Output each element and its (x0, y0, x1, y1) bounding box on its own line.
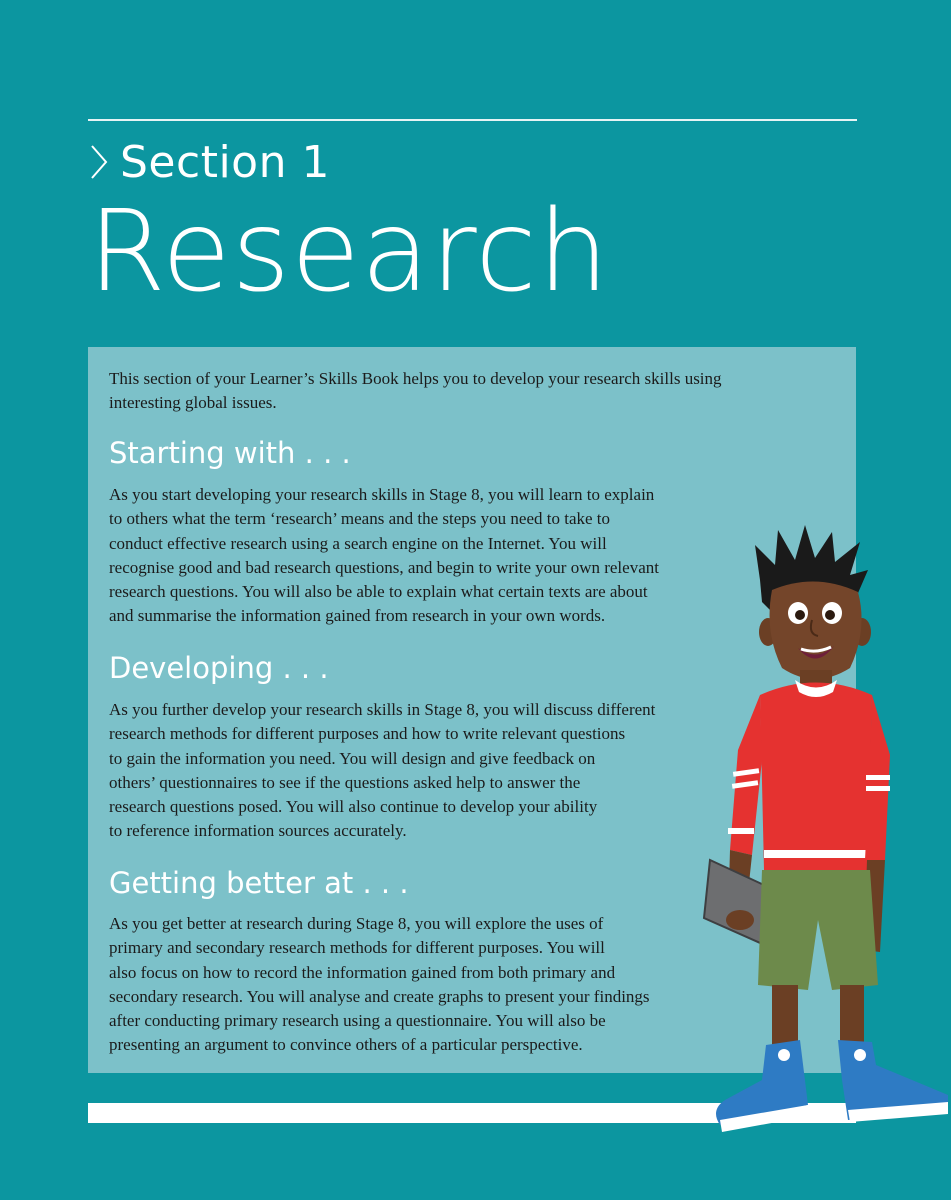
student-illustration (700, 520, 951, 1145)
heading-getting-better: Getting better at . . . (109, 866, 409, 900)
intro-paragraph: This section of your Learner’s Skills Book helps you to develop your research skills using interesting global issues. (109, 369, 722, 412)
heading-developing: Developing . . . (109, 651, 329, 685)
left-shoe (716, 1040, 810, 1132)
section-header (88, 132, 330, 192)
paragraph-starting-with: As you start developing your research skills in Stage 8, you will learn to explain to others what the term ‘research’ means and the steps you need to take to conduct effective research using a search engine on the Internet. You will recognise good and bad research questions, and begin to write your own relevant research questions. You will also be able to explain what certain texts are about and summarise the information gained from research in your own words. (109, 485, 659, 626)
right-shoe (838, 1040, 948, 1122)
paragraph-developing: As you further develop your research skills in Stage 8, you will discuss different research methods for different purposes and how to write relevant questions to gain the information you need. You will design and give feedback on others’ questionnaires to see if the questions asked help to answer the research questions posed. You will also continue to develop your ability to reference information sources accurately. (109, 700, 656, 841)
section-label: Section 1 (120, 136, 330, 188)
heading-starting-with: Starting with . . . (109, 436, 351, 470)
page-title: Research (88, 187, 610, 317)
top-divider (88, 119, 857, 121)
chevron-right-icon (88, 140, 110, 184)
paragraph-getting-better: As you get better at research during Stage 8, you will explore the uses of primary and secondary research methods for different purposes. You will also focus on how to record the information gained from both primary and secondary research. You will analyse and create graphs to present your findings after conducting primary research using a questionnaire. You will also be presenting an argument to convince others of a particular perspective. (109, 914, 650, 1055)
